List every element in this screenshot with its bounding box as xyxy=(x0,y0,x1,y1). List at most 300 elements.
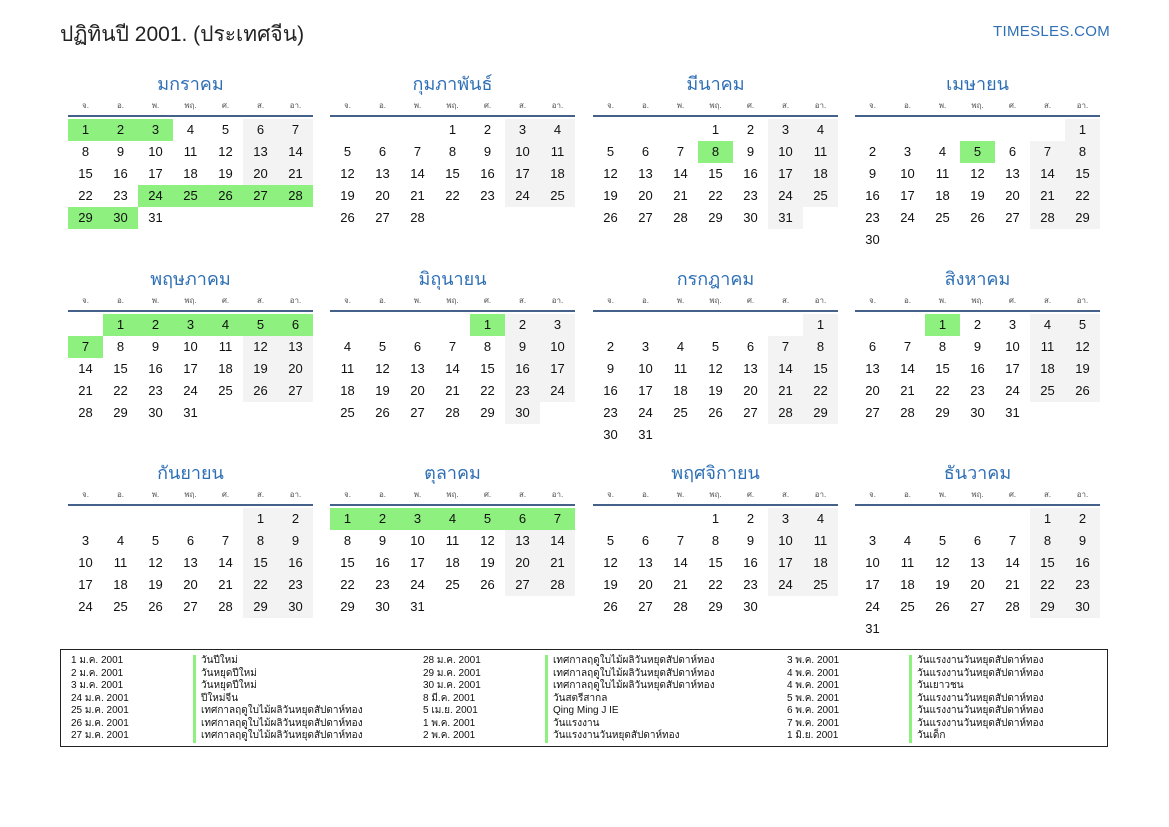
day-cell[interactable]: 28 xyxy=(673,210,688,225)
day-cell[interactable]: 19 xyxy=(218,166,233,181)
day-cell[interactable]: 28 xyxy=(445,405,460,420)
day-cell[interactable]: 25 xyxy=(900,599,915,614)
day-cell[interactable]: 22 xyxy=(935,383,950,398)
day-cell[interactable]: 4 xyxy=(186,122,195,137)
day-cell[interactable]: 15 xyxy=(340,555,355,570)
day-cell[interactable]: 29 xyxy=(340,599,355,614)
day-cell[interactable]: 24 xyxy=(183,383,198,398)
day-cell[interactable]: 28 xyxy=(218,599,233,614)
day-cell[interactable]: 4 xyxy=(676,339,685,354)
day-cell[interactable]: 29 xyxy=(708,599,723,614)
day-cell[interactable]: 7 xyxy=(221,533,230,548)
day-cell[interactable]: 9 xyxy=(505,336,540,358)
day-cell[interactable]: 28 xyxy=(78,405,93,420)
day-cell[interactable]: 18 xyxy=(673,383,688,398)
day-cell[interactable]: 8 xyxy=(1030,530,1065,552)
day-cell[interactable]: 25 xyxy=(1030,380,1065,402)
day-cell[interactable]: 26 xyxy=(935,599,950,614)
day-cell[interactable]: 9 xyxy=(746,144,755,159)
day-cell[interactable]: 21 xyxy=(673,188,688,203)
day-cell[interactable]: 14 xyxy=(673,166,688,181)
day-cell[interactable]: 30 xyxy=(1065,596,1100,618)
day-cell[interactable]: 31 xyxy=(638,427,653,442)
day-cell[interactable]: 7 xyxy=(903,339,912,354)
day-cell[interactable]: 23 xyxy=(148,383,163,398)
day-cell[interactable]: 30 xyxy=(278,596,313,618)
day-cell[interactable]: 12 xyxy=(375,361,390,376)
day-cell[interactable]: 3 xyxy=(1008,317,1017,332)
day-cell[interactable]: 13 xyxy=(638,166,653,181)
day-cell[interactable]: 10 xyxy=(638,361,653,376)
day-cell[interactable]: 2 xyxy=(505,314,540,336)
day-cell[interactable]: 7 xyxy=(768,336,803,358)
day-cell[interactable]: 15 xyxy=(78,166,93,181)
day-cell[interactable]: 17 xyxy=(768,552,803,574)
day-cell[interactable]: 27 xyxy=(278,380,313,402)
day-cell[interactable]: 4 xyxy=(208,314,243,336)
day-cell[interactable]: 21 xyxy=(673,577,688,592)
day-cell[interactable]: 10 xyxy=(505,141,540,163)
day-cell[interactable]: 17 xyxy=(410,555,425,570)
day-cell[interactable]: 4 xyxy=(343,339,352,354)
day-cell[interactable]: 4 xyxy=(540,119,575,141)
day-cell[interactable]: 4 xyxy=(938,144,947,159)
day-cell[interactable]: 7 xyxy=(1030,141,1065,163)
day-cell[interactable]: 20 xyxy=(183,577,198,592)
day-cell[interactable]: 3 xyxy=(138,119,173,141)
day-cell[interactable]: 25 xyxy=(935,210,950,225)
day-cell[interactable]: 30 xyxy=(375,599,390,614)
day-cell[interactable]: 11 xyxy=(1030,336,1065,358)
day-cell[interactable]: 19 xyxy=(480,555,495,570)
day-cell[interactable]: 12 xyxy=(935,555,950,570)
day-cell[interactable]: 30 xyxy=(743,210,758,225)
day-cell[interactable]: 15 xyxy=(480,361,495,376)
day-cell[interactable]: 7 xyxy=(676,144,685,159)
day-cell[interactable]: 10 xyxy=(410,533,425,548)
day-cell[interactable]: 26 xyxy=(243,380,278,402)
day-cell[interactable]: 2 xyxy=(746,122,755,137)
day-cell[interactable]: 19 xyxy=(603,188,618,203)
day-cell[interactable]: 10 xyxy=(865,555,880,570)
day-cell[interactable]: 5 xyxy=(960,141,995,163)
day-cell[interactable]: 30 xyxy=(103,207,138,229)
day-cell[interactable]: 18 xyxy=(803,552,838,574)
day-cell[interactable]: 22 xyxy=(445,188,460,203)
day-cell[interactable]: 20 xyxy=(638,188,653,203)
day-cell[interactable]: 8 xyxy=(803,336,838,358)
brand-logo-text[interactable]: TIMESLES.COM xyxy=(993,23,1110,40)
day-cell[interactable]: 21 xyxy=(445,383,460,398)
day-cell[interactable]: 16 xyxy=(743,555,758,570)
day-cell[interactable]: 11 xyxy=(183,144,198,159)
day-cell[interactable]: 17 xyxy=(638,383,653,398)
day-cell[interactable]: 11 xyxy=(340,361,355,376)
day-cell[interactable]: 24 xyxy=(768,574,803,596)
day-cell[interactable]: 7 xyxy=(68,336,103,358)
day-cell[interactable]: 3 xyxy=(641,339,650,354)
day-cell[interactable]: 4 xyxy=(116,533,125,548)
day-cell[interactable]: 25 xyxy=(218,383,233,398)
day-cell[interactable]: 31 xyxy=(1005,405,1020,420)
day-cell[interactable]: 14 xyxy=(410,166,425,181)
day-cell[interactable]: 24 xyxy=(138,185,173,207)
day-cell[interactable]: 25 xyxy=(445,577,460,592)
day-cell[interactable]: 18 xyxy=(218,361,233,376)
day-cell[interactable]: 31 xyxy=(768,207,803,229)
day-cell[interactable]: 13 xyxy=(1005,166,1020,181)
day-cell[interactable]: 2 xyxy=(1065,508,1100,530)
day-cell[interactable]: 1 xyxy=(1065,119,1100,141)
day-cell[interactable]: 5 xyxy=(378,339,387,354)
day-cell[interactable]: 23 xyxy=(375,577,390,592)
day-cell[interactable]: 13 xyxy=(865,361,880,376)
day-cell[interactable]: 10 xyxy=(768,530,803,552)
day-cell[interactable]: 19 xyxy=(340,188,355,203)
day-cell[interactable]: 24 xyxy=(410,577,425,592)
day-cell[interactable]: 12 xyxy=(148,555,163,570)
day-cell[interactable]: 3 xyxy=(903,144,912,159)
day-cell[interactable]: 9 xyxy=(151,339,160,354)
day-cell[interactable]: 15 xyxy=(445,166,460,181)
day-cell[interactable]: 12 xyxy=(970,166,985,181)
day-cell[interactable]: 2 xyxy=(138,314,173,336)
day-cell[interactable]: 23 xyxy=(505,380,540,402)
day-cell[interactable]: 11 xyxy=(803,530,838,552)
day-cell[interactable]: 18 xyxy=(445,555,460,570)
day-cell[interactable]: 1 xyxy=(1030,508,1065,530)
day-cell[interactable]: 7 xyxy=(540,508,575,530)
day-cell[interactable]: 13 xyxy=(970,555,985,570)
day-cell[interactable]: 21 xyxy=(410,188,425,203)
day-cell[interactable]: 5 xyxy=(711,339,720,354)
day-cell[interactable]: 25 xyxy=(113,599,128,614)
day-cell[interactable]: 9 xyxy=(483,144,492,159)
day-cell[interactable]: 15 xyxy=(1030,552,1065,574)
day-cell[interactable]: 8 xyxy=(1065,141,1100,163)
day-cell[interactable]: 22 xyxy=(340,577,355,592)
day-cell[interactable]: 30 xyxy=(865,232,880,247)
day-cell[interactable]: 1 xyxy=(448,122,457,137)
day-cell[interactable]: 12 xyxy=(603,166,618,181)
day-cell[interactable]: 29 xyxy=(243,596,278,618)
day-cell[interactable]: 1 xyxy=(803,314,838,336)
day-cell[interactable]: 1 xyxy=(103,314,138,336)
day-cell[interactable]: 2 xyxy=(103,119,138,141)
day-cell[interactable]: 6 xyxy=(641,533,650,548)
day-cell[interactable]: 13 xyxy=(243,141,278,163)
day-cell[interactable]: 23 xyxy=(603,405,618,420)
day-cell[interactable]: 23 xyxy=(1065,574,1100,596)
day-cell[interactable]: 21 xyxy=(218,577,233,592)
day-cell[interactable]: 18 xyxy=(935,188,950,203)
day-cell[interactable]: 15 xyxy=(803,358,838,380)
day-cell[interactable]: 29 xyxy=(480,405,495,420)
day-cell[interactable]: 10 xyxy=(540,336,575,358)
day-cell[interactable]: 17 xyxy=(505,163,540,185)
day-cell[interactable]: 17 xyxy=(865,577,880,592)
day-cell[interactable]: 8 xyxy=(483,339,492,354)
day-cell[interactable]: 20 xyxy=(638,577,653,592)
day-cell[interactable]: 26 xyxy=(603,599,618,614)
day-cell[interactable]: 29 xyxy=(803,402,838,424)
day-cell[interactable]: 9 xyxy=(868,166,877,181)
day-cell[interactable]: 16 xyxy=(148,361,163,376)
day-cell[interactable]: 17 xyxy=(540,358,575,380)
day-cell[interactable]: 30 xyxy=(743,599,758,614)
day-cell[interactable]: 10 xyxy=(148,144,163,159)
day-cell[interactable]: 28 xyxy=(540,574,575,596)
day-cell[interactable]: 31 xyxy=(865,621,880,636)
day-cell[interactable]: 16 xyxy=(603,383,618,398)
day-cell[interactable]: 31 xyxy=(410,599,425,614)
day-cell[interactable]: 3 xyxy=(768,119,803,141)
day-cell[interactable]: 16 xyxy=(1065,552,1100,574)
day-cell[interactable]: 22 xyxy=(708,188,723,203)
day-cell[interactable]: 17 xyxy=(900,188,915,203)
day-cell[interactable]: 1 xyxy=(470,314,505,336)
day-cell[interactable]: 1 xyxy=(68,119,103,141)
day-cell[interactable]: 3 xyxy=(81,533,90,548)
day-cell[interactable]: 29 xyxy=(708,210,723,225)
day-cell[interactable]: 24 xyxy=(865,599,880,614)
day-cell[interactable]: 2 xyxy=(868,144,877,159)
day-cell[interactable]: 23 xyxy=(743,188,758,203)
day-cell[interactable]: 11 xyxy=(113,555,128,570)
day-cell[interactable]: 9 xyxy=(973,339,982,354)
day-cell[interactable]: 26 xyxy=(375,405,390,420)
day-cell[interactable]: 5 xyxy=(1065,314,1100,336)
day-cell[interactable]: 23 xyxy=(278,574,313,596)
day-cell[interactable]: 28 xyxy=(900,405,915,420)
day-cell[interactable]: 26 xyxy=(708,405,723,420)
day-cell[interactable]: 26 xyxy=(208,185,243,207)
day-cell[interactable]: 15 xyxy=(935,361,950,376)
day-cell[interactable]: 24 xyxy=(540,380,575,402)
day-cell[interactable]: 18 xyxy=(900,577,915,592)
day-cell[interactable]: 13 xyxy=(278,336,313,358)
day-cell[interactable]: 13 xyxy=(638,555,653,570)
day-cell[interactable]: 4 xyxy=(1030,314,1065,336)
day-cell[interactable]: 22 xyxy=(1030,574,1065,596)
day-cell[interactable]: 30 xyxy=(603,427,618,442)
day-cell[interactable]: 20 xyxy=(1005,188,1020,203)
day-cell[interactable]: 19 xyxy=(1065,358,1100,380)
day-cell[interactable]: 6 xyxy=(378,144,387,159)
day-cell[interactable]: 9 xyxy=(278,530,313,552)
day-cell[interactable]: 28 xyxy=(1030,207,1065,229)
day-cell[interactable]: 9 xyxy=(746,533,755,548)
day-cell[interactable]: 10 xyxy=(900,166,915,181)
day-cell[interactable]: 29 xyxy=(1030,596,1065,618)
day-cell[interactable]: 19 xyxy=(243,358,278,380)
day-cell[interactable]: 26 xyxy=(480,577,495,592)
day-cell[interactable]: 18 xyxy=(113,577,128,592)
day-cell[interactable]: 20 xyxy=(410,383,425,398)
day-cell[interactable]: 14 xyxy=(540,530,575,552)
day-cell[interactable]: 7 xyxy=(413,144,422,159)
day-cell[interactable]: 22 xyxy=(480,383,495,398)
day-cell[interactable]: 19 xyxy=(148,577,163,592)
day-cell[interactable]: 20 xyxy=(505,552,540,574)
day-cell[interactable]: 13 xyxy=(410,361,425,376)
day-cell[interactable]: 2 xyxy=(278,508,313,530)
day-cell[interactable]: 16 xyxy=(865,188,880,203)
day-cell[interactable]: 5 xyxy=(343,144,352,159)
day-cell[interactable]: 5 xyxy=(151,533,160,548)
day-cell[interactable]: 22 xyxy=(708,577,723,592)
day-cell[interactable]: 25 xyxy=(803,185,838,207)
day-cell[interactable]: 16 xyxy=(278,552,313,574)
day-cell[interactable]: 17 xyxy=(183,361,198,376)
day-cell[interactable]: 13 xyxy=(505,530,540,552)
day-cell[interactable]: 3 xyxy=(400,508,435,530)
day-cell[interactable]: 13 xyxy=(375,166,390,181)
day-cell[interactable]: 28 xyxy=(278,185,313,207)
day-cell[interactable]: 16 xyxy=(743,166,758,181)
day-cell[interactable]: 6 xyxy=(641,144,650,159)
day-cell[interactable]: 18 xyxy=(1030,358,1065,380)
day-cell[interactable]: 1 xyxy=(330,508,365,530)
day-cell[interactable]: 21 xyxy=(78,383,93,398)
day-cell[interactable]: 27 xyxy=(375,210,390,225)
day-cell[interactable]: 8 xyxy=(711,533,720,548)
day-cell[interactable]: 26 xyxy=(148,599,163,614)
day-cell[interactable]: 23 xyxy=(480,188,495,203)
day-cell[interactable]: 10 xyxy=(1005,339,1020,354)
day-cell[interactable]: 10 xyxy=(78,555,93,570)
day-cell[interactable]: 5 xyxy=(221,122,230,137)
day-cell[interactable]: 2 xyxy=(483,122,492,137)
day-cell[interactable]: 27 xyxy=(743,405,758,420)
day-cell[interactable]: 28 xyxy=(768,402,803,424)
day-cell[interactable]: 30 xyxy=(148,405,163,420)
day-cell[interactable]: 30 xyxy=(970,405,985,420)
day-cell[interactable]: 30 xyxy=(505,402,540,424)
day-cell[interactable]: 15 xyxy=(708,166,723,181)
day-cell[interactable]: 9 xyxy=(378,533,387,548)
day-cell[interactable]: 7 xyxy=(278,119,313,141)
day-cell[interactable]: 14 xyxy=(445,361,460,376)
day-cell[interactable]: 16 xyxy=(113,166,128,181)
day-cell[interactable]: 8 xyxy=(698,141,733,163)
day-cell[interactable]: 11 xyxy=(218,339,233,354)
day-cell[interactable]: 11 xyxy=(803,141,838,163)
day-cell[interactable]: 20 xyxy=(865,383,880,398)
day-cell[interactable]: 27 xyxy=(638,599,653,614)
day-cell[interactable]: 8 xyxy=(938,339,947,354)
day-cell[interactable]: 11 xyxy=(445,533,460,548)
day-cell[interactable]: 5 xyxy=(938,533,947,548)
day-cell[interactable]: 17 xyxy=(148,166,163,181)
day-cell[interactable]: 14 xyxy=(1030,163,1065,185)
day-cell[interactable]: 17 xyxy=(78,577,93,592)
day-cell[interactable]: 10 xyxy=(183,339,198,354)
day-cell[interactable]: 11 xyxy=(540,141,575,163)
day-cell[interactable]: 11 xyxy=(673,361,688,376)
day-cell[interactable]: 27 xyxy=(1005,210,1020,225)
day-cell[interactable]: 15 xyxy=(708,555,723,570)
day-cell[interactable]: 22 xyxy=(113,383,128,398)
day-cell[interactable]: 15 xyxy=(243,552,278,574)
day-cell[interactable]: 18 xyxy=(540,163,575,185)
day-cell[interactable]: 3 xyxy=(505,119,540,141)
day-cell[interactable]: 8 xyxy=(81,144,90,159)
day-cell[interactable]: 19 xyxy=(375,383,390,398)
day-cell[interactable]: 24 xyxy=(1005,383,1020,398)
day-cell[interactable]: 10 xyxy=(768,141,803,163)
day-cell[interactable]: 24 xyxy=(900,210,915,225)
day-cell[interactable]: 19 xyxy=(603,577,618,592)
day-cell[interactable]: 3 xyxy=(540,314,575,336)
day-cell[interactable]: 19 xyxy=(935,577,950,592)
day-cell[interactable]: 21 xyxy=(540,552,575,574)
day-cell[interactable]: 2 xyxy=(973,317,982,332)
day-cell[interactable]: 5 xyxy=(606,533,615,548)
day-cell[interactable]: 14 xyxy=(78,361,93,376)
day-cell[interactable]: 25 xyxy=(340,405,355,420)
day-cell[interactable]: 28 xyxy=(410,210,425,225)
day-cell[interactable]: 15 xyxy=(1065,163,1100,185)
day-cell[interactable]: 11 xyxy=(935,166,950,181)
day-cell[interactable]: 12 xyxy=(218,144,233,159)
day-cell[interactable]: 24 xyxy=(768,185,803,207)
day-cell[interactable]: 13 xyxy=(183,555,198,570)
day-cell[interactable]: 20 xyxy=(243,163,278,185)
day-cell[interactable]: 7 xyxy=(448,339,457,354)
day-cell[interactable]: 19 xyxy=(970,188,985,203)
day-cell[interactable]: 6 xyxy=(505,508,540,530)
day-cell[interactable]: 2 xyxy=(606,339,615,354)
day-cell[interactable]: 14 xyxy=(673,555,688,570)
day-cell[interactable]: 23 xyxy=(970,383,985,398)
day-cell[interactable]: 3 xyxy=(868,533,877,548)
day-cell[interactable]: 21 xyxy=(1005,577,1020,592)
day-cell[interactable]: 8 xyxy=(243,530,278,552)
day-cell[interactable]: 1 xyxy=(925,314,960,336)
day-cell[interactable]: 6 xyxy=(973,533,982,548)
day-cell[interactable]: 20 xyxy=(970,577,985,592)
day-cell[interactable]: 27 xyxy=(970,599,985,614)
day-cell[interactable]: 28 xyxy=(1005,599,1020,614)
day-cell[interactable]: 18 xyxy=(803,163,838,185)
day-cell[interactable]: 29 xyxy=(113,405,128,420)
day-cell[interactable]: 9 xyxy=(606,361,615,376)
day-cell[interactable]: 8 xyxy=(116,339,125,354)
day-cell[interactable]: 7 xyxy=(1008,533,1017,548)
day-cell[interactable]: 4 xyxy=(435,508,470,530)
day-cell[interactable]: 12 xyxy=(243,336,278,358)
day-cell[interactable]: 4 xyxy=(903,533,912,548)
day-cell[interactable]: 16 xyxy=(505,358,540,380)
day-cell[interactable]: 6 xyxy=(243,119,278,141)
day-cell[interactable]: 14 xyxy=(768,358,803,380)
day-cell[interactable]: 6 xyxy=(278,314,313,336)
day-cell[interactable]: 19 xyxy=(708,383,723,398)
day-cell[interactable]: 5 xyxy=(606,144,615,159)
day-cell[interactable]: 29 xyxy=(68,207,103,229)
day-cell[interactable]: 14 xyxy=(900,361,915,376)
day-cell[interactable]: 2 xyxy=(746,511,755,526)
day-cell[interactable]: 3 xyxy=(173,314,208,336)
day-cell[interactable]: 9 xyxy=(116,144,125,159)
day-cell[interactable]: 21 xyxy=(900,383,915,398)
day-cell[interactable]: 12 xyxy=(603,555,618,570)
day-cell[interactable]: 3 xyxy=(768,508,803,530)
day-cell[interactable]: 24 xyxy=(505,185,540,207)
day-cell[interactable]: 27 xyxy=(505,574,540,596)
day-cell[interactable]: 18 xyxy=(340,383,355,398)
